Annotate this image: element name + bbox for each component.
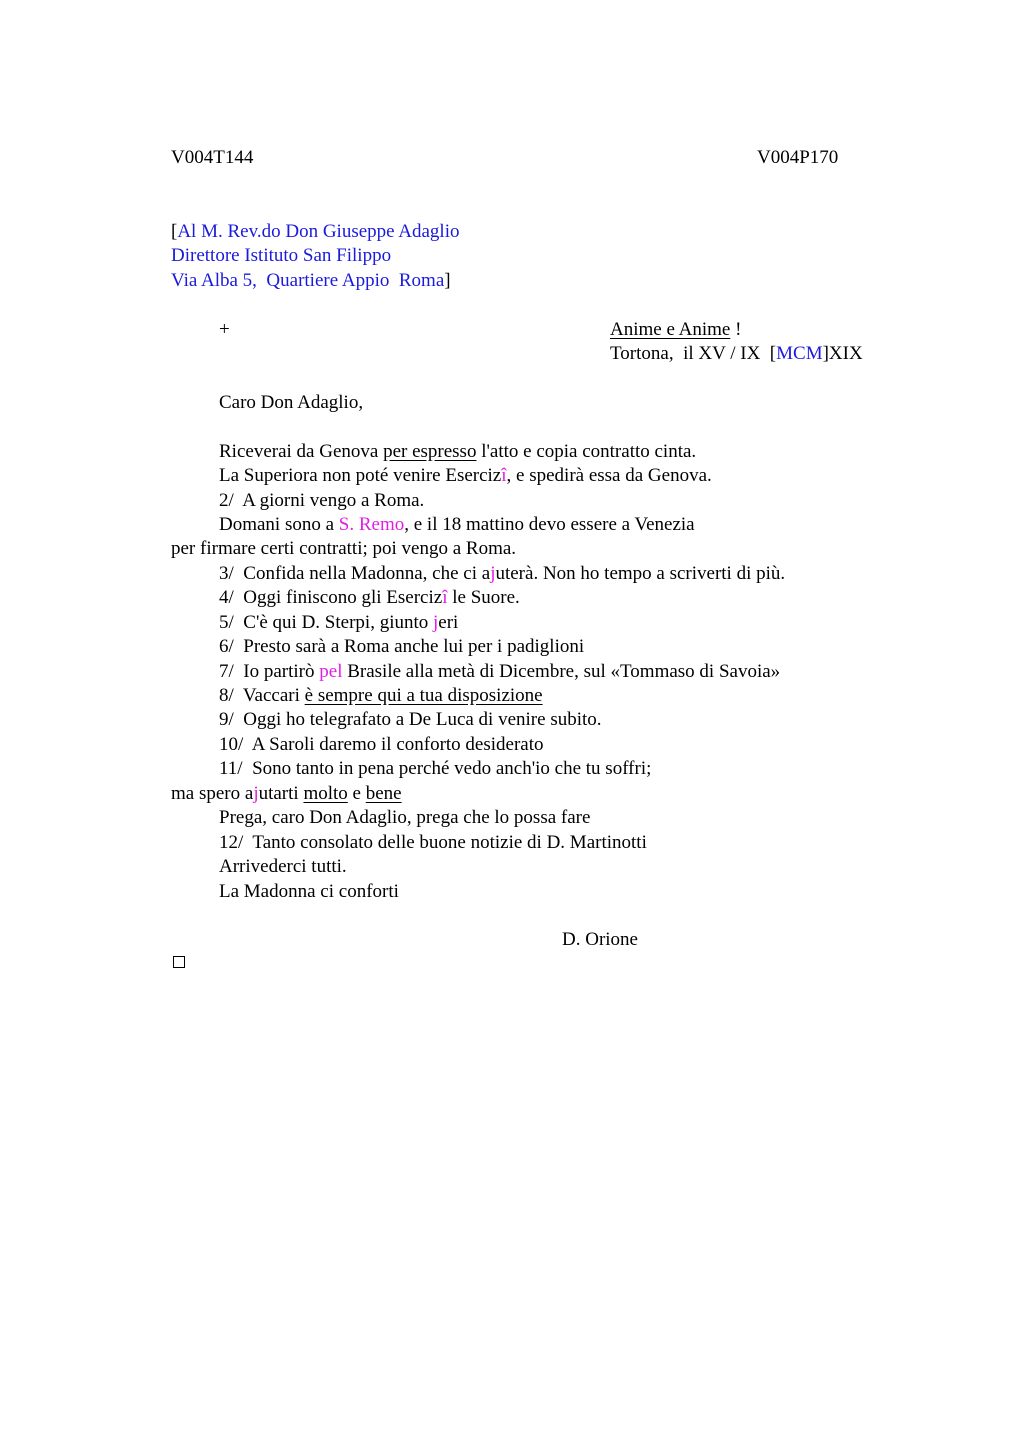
body-line: 10/ A Saroli daremo il conforto desiderato [219,734,544,755]
body-line: 6/ Presto sarà a Roma anche lui per i padiglioni [219,636,585,657]
body-line: La Madonna ci conforti [219,881,399,902]
body-line [219,611,458,636]
text-run: Domani sono a [219,514,339,535]
body-line: Arrivederci tutti. [219,856,347,877]
body-line [219,684,543,709]
underlined-run: è sempre qui a tua disposizione [304,685,543,706]
body-line: 9/ Oggi ho telegrafato a De Luca di venire subito. [219,709,602,730]
text-run: le Suore. [447,587,520,608]
text-run: e [347,783,366,804]
address-line-1 [171,220,460,245]
variant-run: pel [319,661,343,682]
text-run: ma spero a [171,783,254,804]
checkbox-square-icon [173,956,185,968]
body-line: Prega, caro Don Adaglio, prega che lo possa fare [219,807,591,828]
variant-run: î [501,465,507,486]
salutation: Caro Don Adaglio, [219,392,364,413]
document-code-left: V004T144 [171,147,254,168]
body-line [219,440,696,465]
underlined-run: molto [303,783,348,804]
open-bracket: [ [171,221,178,242]
underlined-run: bene [365,783,402,804]
underlined-run: per espresso [383,441,477,462]
text-run: , e spedirà essa da Genova. [506,465,712,486]
variant-run: j [490,563,496,584]
text-run: 5/ C'è qui D. Sterpi, giunto [219,612,434,633]
cross-mark: + [219,319,230,340]
text-run: Riceverai da Genova [219,441,384,462]
text-run: eri [438,612,459,633]
body-line [219,660,780,685]
variant-run: î [442,587,448,608]
body-line [219,562,785,587]
dateline-editorial: MCM [776,343,823,364]
text-run: utarti [258,783,304,804]
body-line: 2/ A giorni vengo a Roma. [219,490,425,511]
recipient-address: Via Alba 5, Quartiere Appio Roma [171,270,445,291]
document-code-right: V004P170 [757,147,839,168]
text-run: 7/ Io partirò [219,661,320,682]
address-line-3 [171,269,451,294]
motto-text: Anime e Anime [610,319,731,340]
motto-suffix: ! [730,319,742,340]
text-run: Brasile alla metà di Dicembre, sul «Tommaso di Savoia» [342,661,781,682]
dateline-suffix: ]XIX [822,343,863,364]
variant-run: S. Remo [338,514,405,535]
dateline-prefix: Tortona, il XV / IX [ [610,343,777,364]
motto [610,318,741,343]
variant-run: j [433,612,439,633]
text-run: 4/ Oggi finiscono gli Eserciz [219,587,443,608]
variant-run: j [253,783,259,804]
signature: D. Orione [562,929,638,950]
body-line [219,513,695,538]
close-bracket: ] [444,270,451,291]
text-run: uterà. Non ho tempo a scriverti di più. [495,563,786,584]
address-line-2: Direttore Istituto San Filippo [171,245,392,266]
body-line: per firmare certi contratti; poi vengo a Roma. [171,538,517,559]
text-run: l'atto e copia contratto cinta. [476,441,697,462]
dateline [610,342,863,367]
body-line [219,464,712,489]
text-run: 3/ Confida nella Madonna, che ci a [219,563,491,584]
text-run: , e il 18 mattino devo essere a Venezia [404,514,695,535]
body-line: 11/ Sono tanto in pena perché vedo anch'io che tu soffri; [219,758,652,779]
body-line: 12/ Tanto consolato delle buone notizie di D. Martinotti [219,832,647,853]
text-run: 8/ Vaccari [219,685,305,706]
body-line [171,782,402,807]
recipient-name: Al M. Rev.do Don Giuseppe Adaglio [177,221,460,242]
body-line [219,586,520,611]
text-run: La Superiora non poté venire Eserciz [219,465,502,486]
